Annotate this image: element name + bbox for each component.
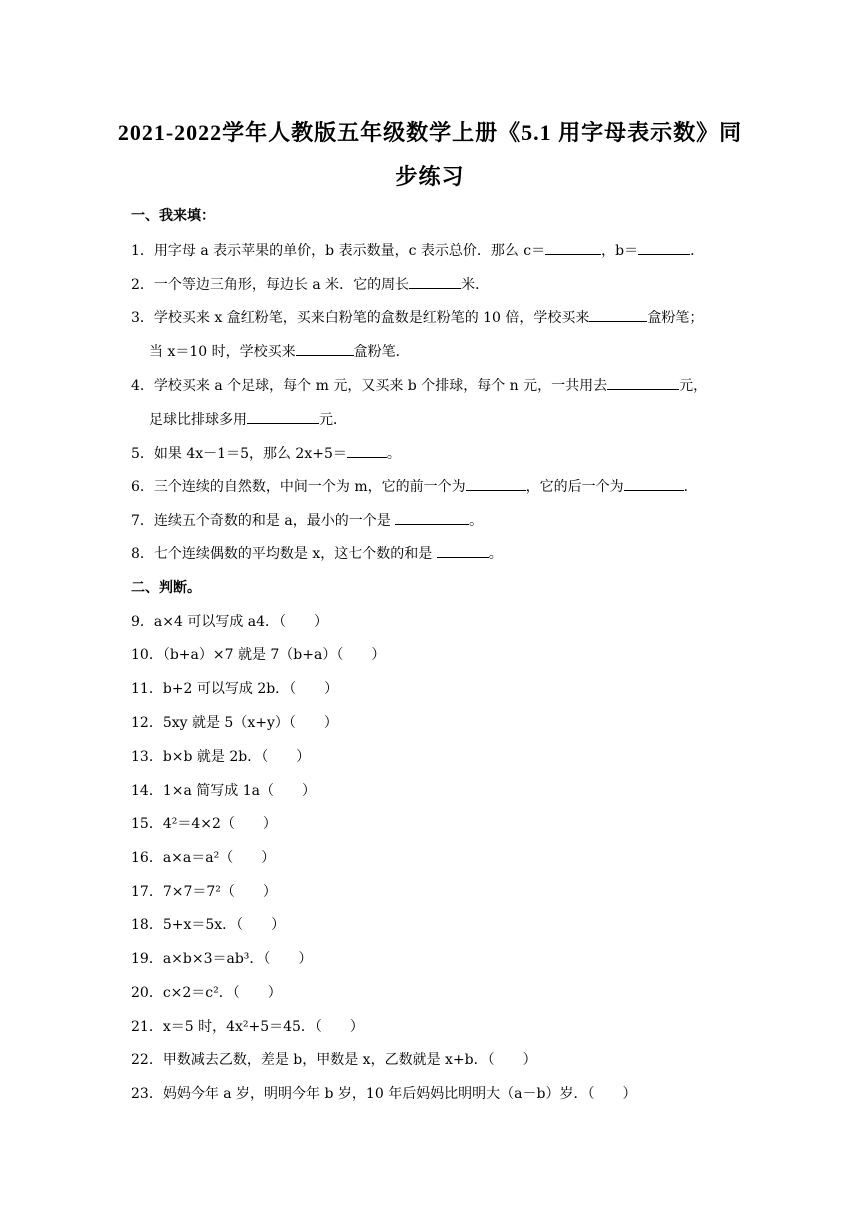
question-4	[131, 375, 731, 395]
question-2-text-b: 米．	[461, 277, 490, 293]
question-15: 15．4²＝4×2（ ）	[131, 816, 277, 832]
question-8-text: 8．七个连续偶数的平均数是 x，这七个数的和是	[131, 546, 437, 562]
question-1-text-b: ，b＝	[601, 243, 639, 259]
blank	[437, 545, 489, 558]
blank	[247, 411, 319, 424]
question-3	[131, 307, 731, 327]
question-14: 14．1×a 简写成 1a（ ）	[131, 783, 316, 799]
question-8	[131, 543, 731, 563]
question-2	[131, 274, 731, 294]
question-4-cont	[149, 409, 749, 429]
blank	[638, 242, 690, 255]
question-13: 13．b×b 就是 2b．（ ）	[131, 749, 311, 765]
question-6-text-b: ，它的后一个为	[525, 479, 624, 495]
blank	[347, 445, 387, 458]
question-3-text-c: 当 x＝10 时，学校买来	[149, 344, 296, 360]
question-23: 23．妈妈今年 a 岁，明明今年 b 岁，10 年后妈妈比明明大（a－b）岁．（ ）	[131, 1086, 637, 1102]
question-6-text: 6．三个连续的自然数，中间一个为 m，它的前一个为	[131, 479, 466, 495]
blank	[607, 377, 679, 390]
section-fill-in: 一、我来填：	[131, 208, 215, 224]
question-19: 19．a×b×3＝ab³．（ ）	[131, 951, 313, 967]
question-6-text-c: ．	[683, 479, 698, 495]
question-12: 12．5xy 就是 5（x+y）（ ）	[131, 715, 338, 731]
question-21: 21．x＝5 时，4x²+5＝45．（ ）	[131, 1019, 364, 1035]
blank	[466, 478, 526, 491]
blank	[296, 343, 354, 356]
question-1	[131, 240, 731, 260]
title-line-1: 2021-2022学年人教版五年级数学上册《5.1 用字母表示数》同	[117, 120, 743, 145]
blank	[409, 276, 461, 289]
section-judge: 二、判断。	[131, 580, 201, 596]
question-3-text-b: 盒粉笔；	[647, 310, 704, 326]
question-4-text-b: 元，	[679, 378, 708, 394]
question-5-text-b: 。	[386, 446, 401, 462]
question-9: 9．a×4 可以写成 a4．（ ）	[131, 614, 329, 630]
question-7-text: 7．连续五个奇数的和是 a，最小的一个是	[131, 513, 396, 529]
blank	[589, 309, 647, 322]
blank	[545, 242, 601, 255]
blank	[624, 478, 684, 491]
question-3-text: 3．学校买来 x 盒红粉笔，买来白粉笔的盒数是红粉笔的 10 倍，学校买来	[131, 310, 590, 326]
question-1-text-c: ．	[690, 243, 705, 259]
blank	[395, 512, 469, 525]
question-11: 11．b+2 可以写成 2b．（ ）	[131, 681, 339, 697]
question-7	[131, 510, 731, 530]
question-18: 18．5+x＝5x．（ ）	[131, 917, 286, 933]
title-line-2: 步练习	[395, 164, 465, 189]
question-2-text: 2．一个等边三角形，每边长 a 米．它的周长	[131, 277, 410, 293]
question-6	[131, 476, 731, 496]
question-5	[131, 443, 731, 463]
question-17: 17．7×7＝7²（ ）	[131, 884, 277, 900]
question-4-text-d: 元．	[319, 412, 347, 428]
question-4-text-c: 足球比排球多用	[149, 412, 247, 428]
question-8-text-b: 。	[488, 546, 503, 562]
question-16: 16．a×a＝a²（ ）	[131, 850, 276, 866]
question-1-text: 1．用字母 a 表示苹果的单价，b 表示数量，c 表示总价．那么 c＝	[131, 243, 546, 259]
question-3-text-d: 盒粉笔．	[353, 344, 410, 360]
question-7-text-b: 。	[469, 513, 484, 529]
question-10: 10．（b+a）×7 就是 7（b+a）（ ）	[131, 647, 386, 663]
question-4-text: 4．学校买来 a 个足球，每个 m 元，又买来 b 个排球，每个 n 元，一共用去	[131, 378, 608, 394]
question-5-text: 5．如果 4x－1＝5，那么 2x+5＝	[131, 446, 347, 462]
question-20: 20．c×2＝c²．（ ）	[131, 985, 282, 1001]
question-3-cont	[149, 341, 749, 361]
question-22: 22．甲数减去乙数，差是 b，甲数是 x，乙数就是 x+b．（ ）	[131, 1052, 537, 1068]
